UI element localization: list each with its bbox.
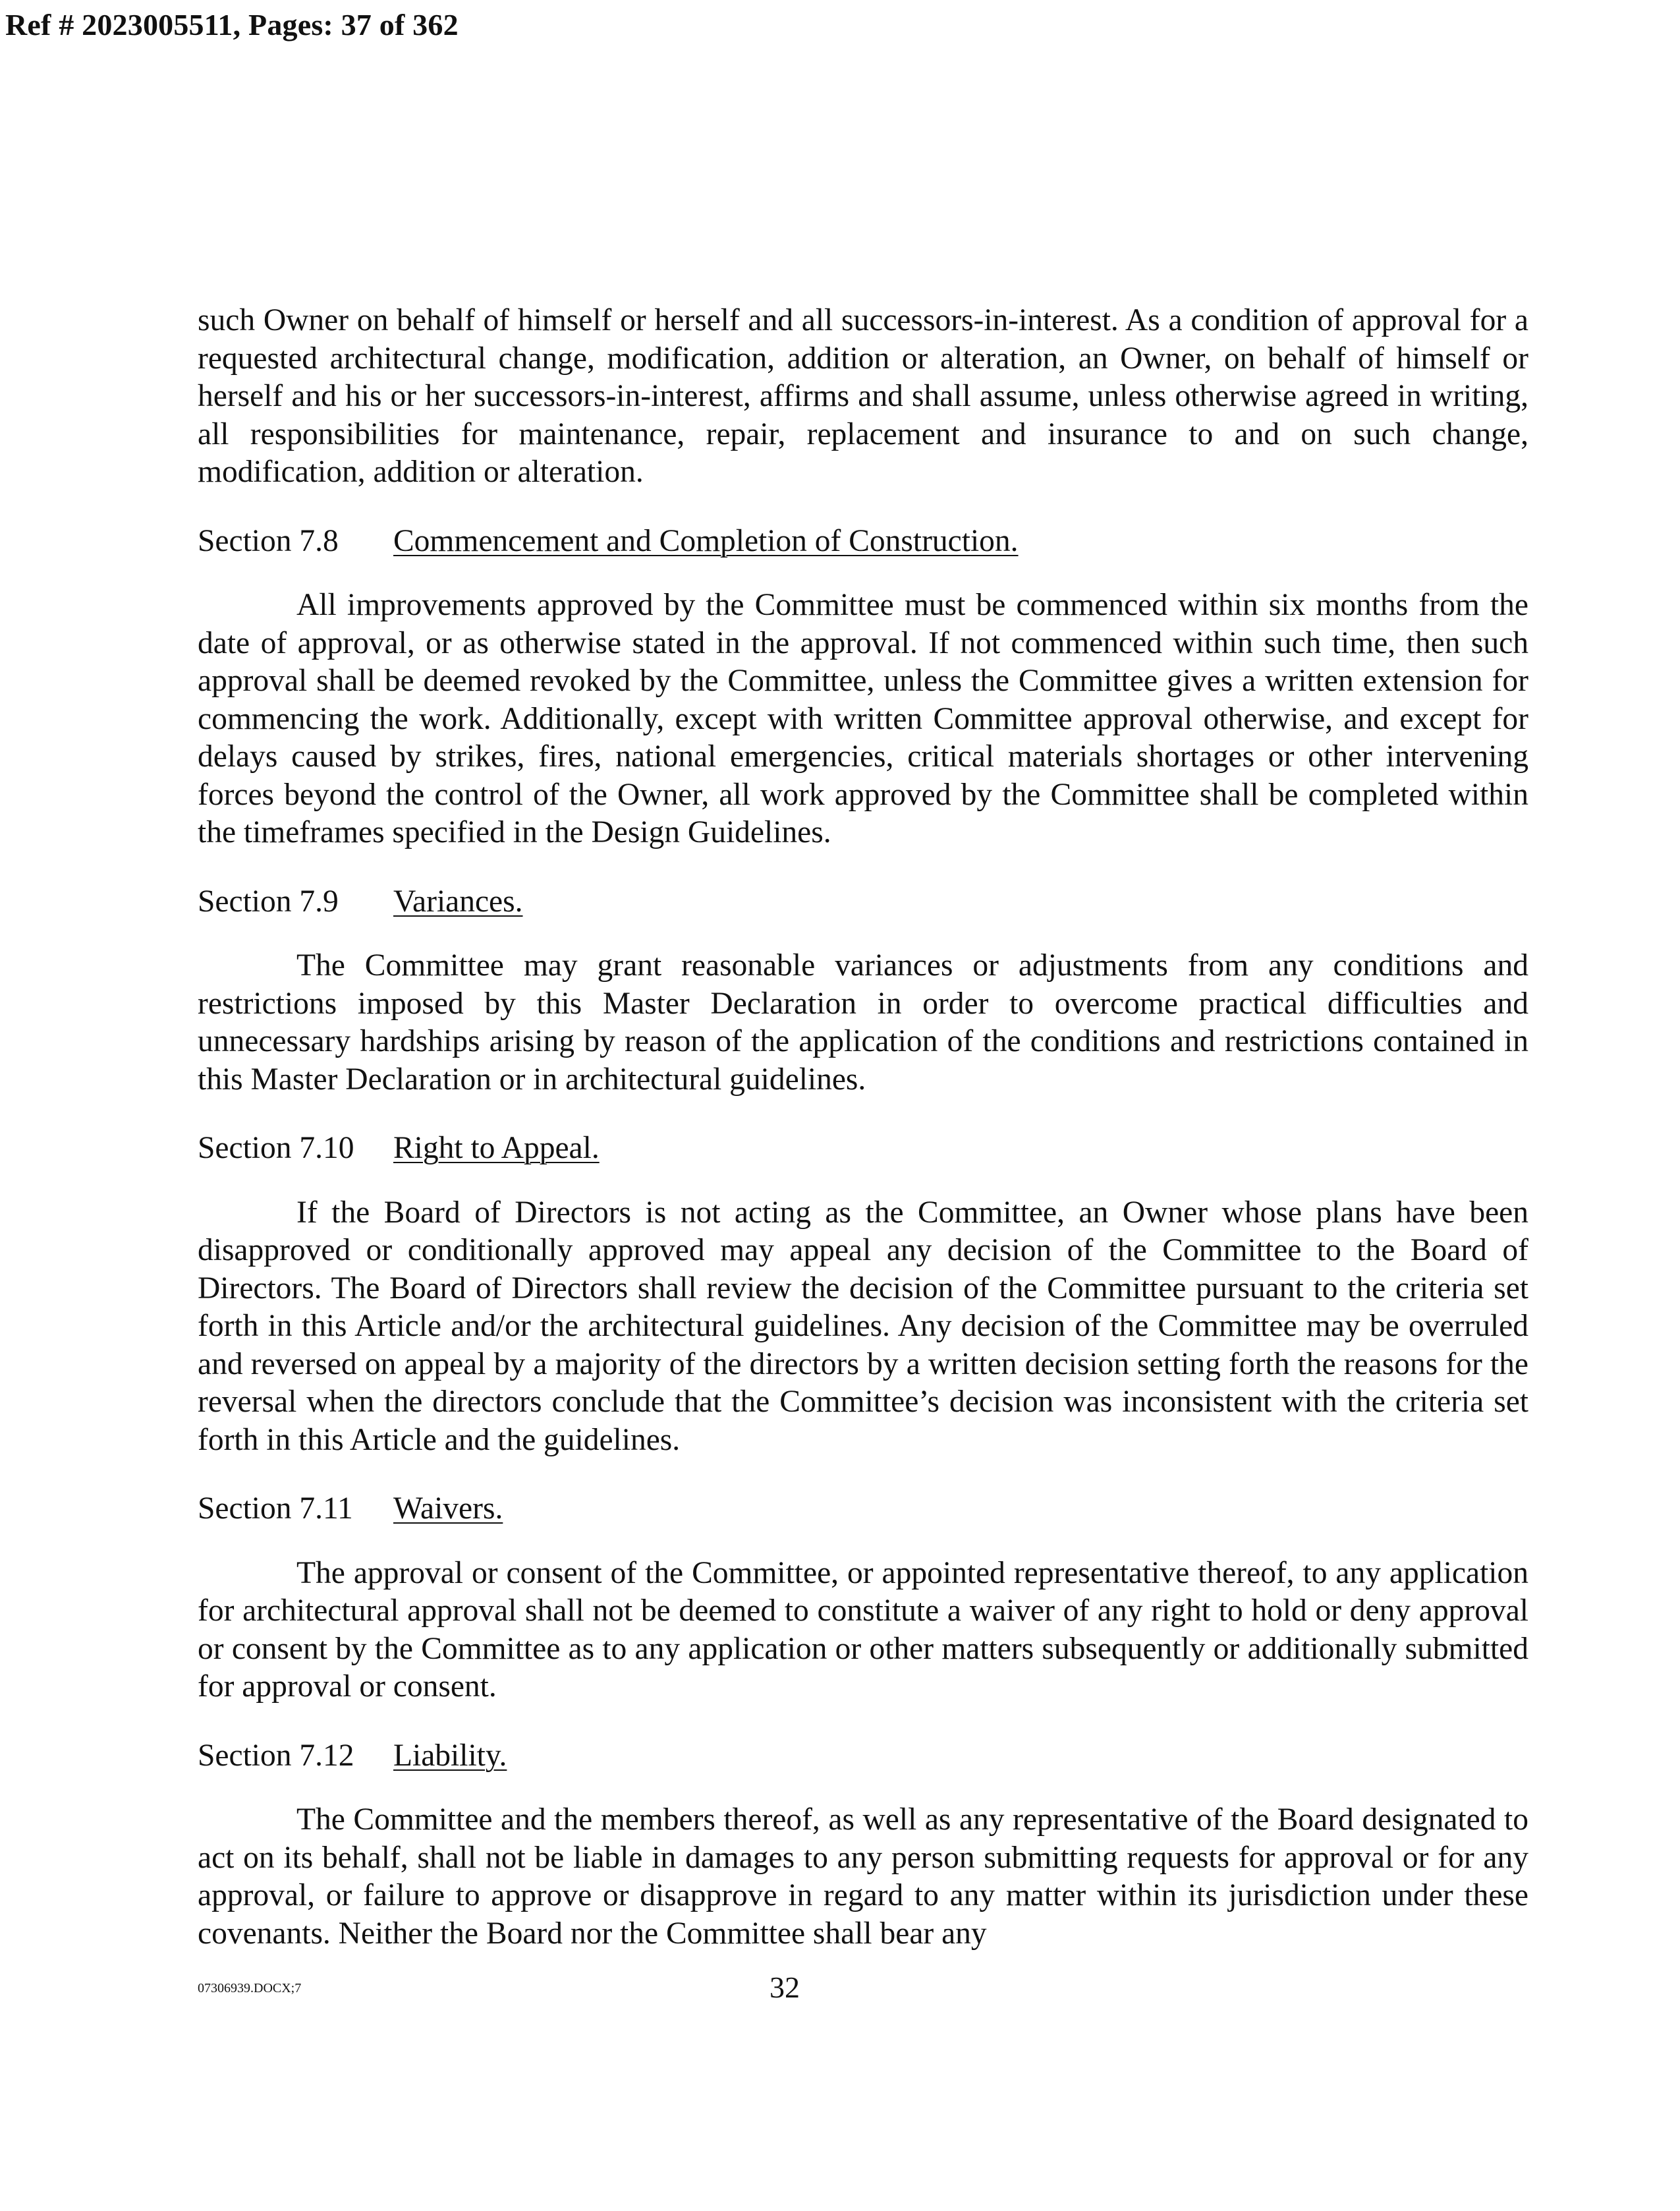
section-heading bbox=[198, 883, 1528, 921]
document-id-footer: 07306939.DOCX;7 bbox=[198, 1981, 302, 1996]
section-body: The Committee and the members thereof, as well as any representative of the Board designated to act on its behalf, shall not be liable in damages to any person submitting requests for approval or for any approval, or failure to approve or disapprove in regard to any matter within its jurisdiction under these covenants. Neither the Board nor the Committee shall bear any bbox=[198, 1802, 1528, 1951]
section-heading bbox=[198, 523, 1528, 561]
section-body: The approval or consent of the Committee, or appointed representative thereof, to any application for architectural approval shall not be deemed to constitute a waiver of any right to hold or deny approval or consent by the Committee as to any application or other matters subsequently or additionally submitted for approval or consent. bbox=[198, 1555, 1528, 1704]
section-body: The Committee may grant reasonable variances or adjustments from any conditions and restrictions imposed by this Master Declaration in order to overcome practical difficulties and unnecessary hardships arising by reason of the application of the conditions and restrictions contained in this Master Declaration or in architectural guidelines. bbox=[198, 948, 1528, 1097]
section-7-9 bbox=[198, 883, 1528, 1099]
opening-paragraph: such Owner on behalf of himself or herself and all successors-in-interest. As a condition of approval for a requested architectural change, modification, addition or alteration, an Owner, on behalf of himself or herself and his or her successors-in-interest, affirms and shall assume, unless otherwise agreed in writing, all responsibilities for maintenance, repair, replacement and insurance to and on such change, modification, addition or alteration. bbox=[198, 303, 1528, 489]
section-title: Waivers. bbox=[393, 1491, 503, 1526]
section-7-10 bbox=[198, 1130, 1528, 1459]
section-number: Section 7.9 bbox=[198, 884, 339, 919]
section-heading bbox=[198, 1490, 1528, 1528]
section-body: All improvements approved by the Committee must be commenced within six months from the date of approval, or as otherwise stated in the approval. If not commenced within such time, then such approval shall be deemed revoked by the Committee, unless the Committee gives a written extension for commencing the work. Additionally, except with written Committee approval otherwise, and except for delays caused by strikes, fires, national emergencies, critical materials shortages or other intervening forces beyond the control of the Owner, all work approved by the Committee shall be completed within the timeframes specified in the Design Guidelines. bbox=[198, 588, 1528, 849]
section-title: Variances. bbox=[393, 884, 523, 919]
document-page-body bbox=[198, 302, 1528, 1953]
section-number: Section 7.8 bbox=[198, 523, 339, 558]
section-title: Commencement and Completion of Construction. bbox=[393, 523, 1019, 558]
section-7-11 bbox=[198, 1490, 1528, 1706]
section-title: Right to Appeal. bbox=[393, 1131, 600, 1165]
section-number: Section 7.11 bbox=[198, 1491, 353, 1526]
section-body: If the Board of Directors is not acting as the Committee, an Owner whose plans have been disapproved or conditionally approved may appeal any decision of the Committee to the Board of Directors. The Board of Directors shall review the decision of the Committee pursuant to the criteria set forth in this Article and/or the architectural guidelines. Any decision of the Committee may be overruled and reversed on appeal by a majority of the directors by a written decision setting forth the reasons for the reversal when the directors conclude that the Committee’s decision was inconsistent with the criteria set forth in this Article and the guidelines. bbox=[198, 1195, 1528, 1457]
section-7-8 bbox=[198, 523, 1528, 852]
section-title: Liability. bbox=[393, 1738, 507, 1773]
page-number: 32 bbox=[770, 1970, 800, 2004]
section-heading bbox=[198, 1130, 1528, 1168]
section-number: Section 7.10 bbox=[198, 1131, 354, 1165]
section-heading bbox=[198, 1737, 1528, 1775]
section-number: Section 7.12 bbox=[198, 1738, 354, 1773]
recording-reference-stamp: Ref # 2023005511, Pages: 37 of 362 bbox=[5, 8, 459, 42]
section-7-12 bbox=[198, 1737, 1528, 1953]
